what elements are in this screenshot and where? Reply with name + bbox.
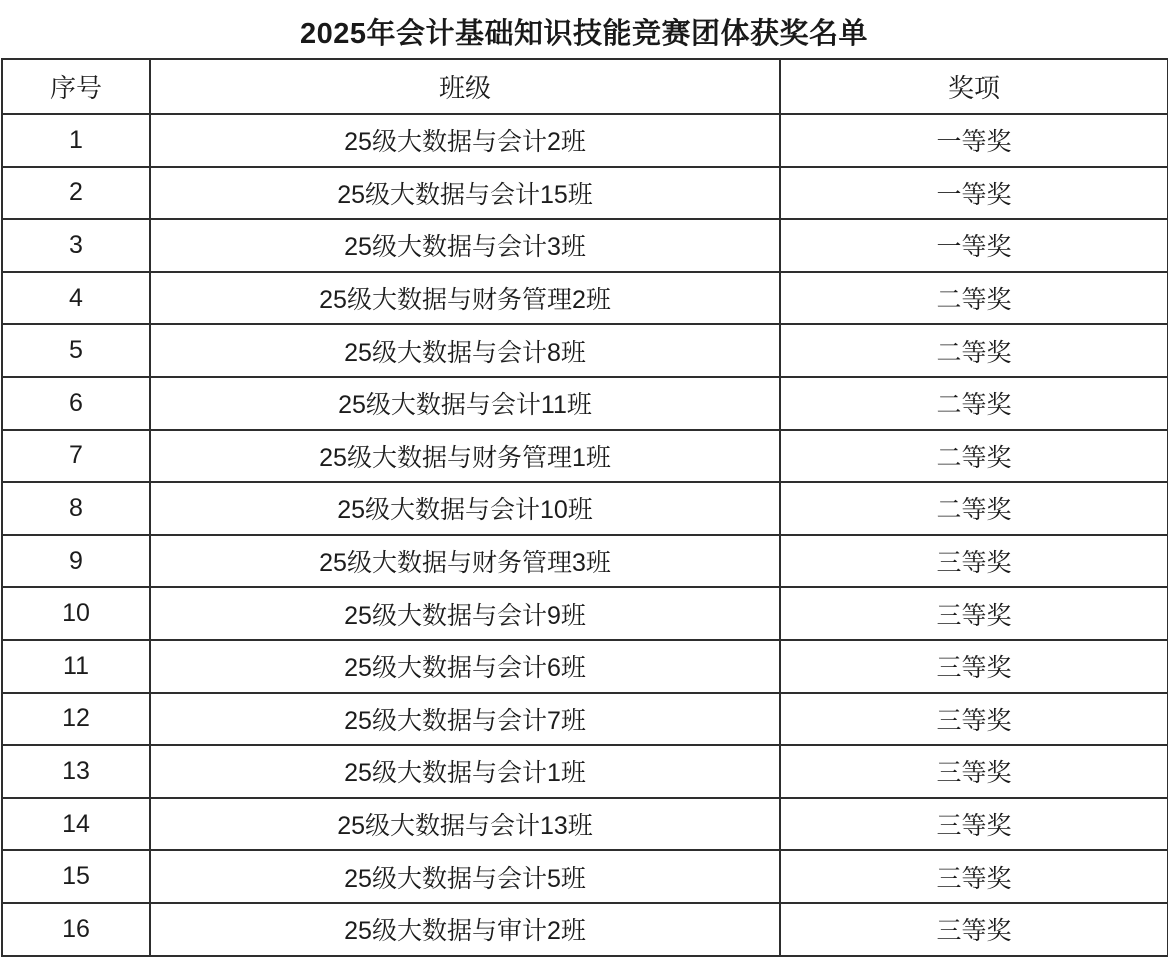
class-name-cell: 25级大数据与审计2班 [150,903,780,956]
row-number-cell: 7 [2,430,150,483]
table-row [2,167,1168,220]
award-name-cell: 一等奖 [780,167,1168,220]
award-name-cell: 三等奖 [780,640,1168,693]
award-name-cell: 二等奖 [780,482,1168,535]
row-number-cell: 1 [2,114,150,167]
table-row [2,272,1168,325]
row-number-cell: 14 [2,798,150,851]
class-name-cell: 25级大数据与财务管理2班 [150,272,780,325]
row-number-cell: 11 [2,640,150,693]
row-number-cell: 13 [2,745,150,798]
row-number-cell: 5 [2,324,150,377]
row-number-cell: 4 [2,272,150,325]
class-name-cell: 25级大数据与会计8班 [150,324,780,377]
award-name-cell: 二等奖 [780,377,1168,430]
class-name-cell: 25级大数据与会计9班 [150,587,780,640]
table-body [2,114,1168,956]
row-number-cell: 12 [2,693,150,746]
class-name-cell: 25级大数据与会计5班 [150,850,780,903]
award-name-cell: 一等奖 [780,114,1168,167]
class-name-cell: 25级大数据与会计1班 [150,745,780,798]
table-row [2,535,1168,588]
row-number-cell: 2 [2,167,150,220]
class-name-cell: 25级大数据与会计13班 [150,798,780,851]
award-name-cell: 二等奖 [780,430,1168,483]
row-number-cell: 10 [2,587,150,640]
class-name-cell: 25级大数据与会计6班 [150,640,780,693]
class-name-cell: 25级大数据与会计7班 [150,693,780,746]
table-header-row [2,59,1168,114]
class-name-cell: 25级大数据与财务管理3班 [150,535,780,588]
award-name-cell: 三等奖 [780,903,1168,956]
column-header-class: 班级 [150,59,780,114]
award-name-cell: 三等奖 [780,587,1168,640]
award-name-cell: 三等奖 [780,745,1168,798]
award-name-cell: 三等奖 [780,693,1168,746]
row-number-cell: 9 [2,535,150,588]
award-name-cell: 三等奖 [780,535,1168,588]
row-number-cell: 6 [2,377,150,430]
table-row [2,745,1168,798]
class-name-cell: 25级大数据与会计15班 [150,167,780,220]
table-row [2,324,1168,377]
row-number-cell: 16 [2,903,150,956]
award-name-cell: 一等奖 [780,219,1168,272]
table-row [2,850,1168,903]
award-name-cell: 三等奖 [780,850,1168,903]
row-number-cell: 8 [2,482,150,535]
table-row [2,587,1168,640]
table-row [2,430,1168,483]
award-name-cell: 二等奖 [780,272,1168,325]
column-header-index: 序号 [2,59,150,114]
class-name-cell: 25级大数据与会计3班 [150,219,780,272]
class-name-cell: 25级大数据与会计11班 [150,377,780,430]
award-name-cell: 三等奖 [780,798,1168,851]
table-row [2,482,1168,535]
table-row [2,693,1168,746]
table-row [2,640,1168,693]
row-number-cell: 3 [2,219,150,272]
class-name-cell: 25级大数据与会计2班 [150,114,780,167]
table-row [2,219,1168,272]
award-table [1,58,1168,957]
class-name-cell: 25级大数据与会计10班 [150,482,780,535]
award-name-cell: 二等奖 [780,324,1168,377]
table-row [2,798,1168,851]
table-row [2,377,1168,430]
class-name-cell: 25级大数据与财务管理1班 [150,430,780,483]
row-number-cell: 15 [2,850,150,903]
page-title: 2025年会计基础知识技能竞赛团体获奖名单 [299,18,868,50]
column-header-award: 奖项 [780,59,1168,114]
table-row [2,114,1168,167]
table-row [2,903,1168,956]
